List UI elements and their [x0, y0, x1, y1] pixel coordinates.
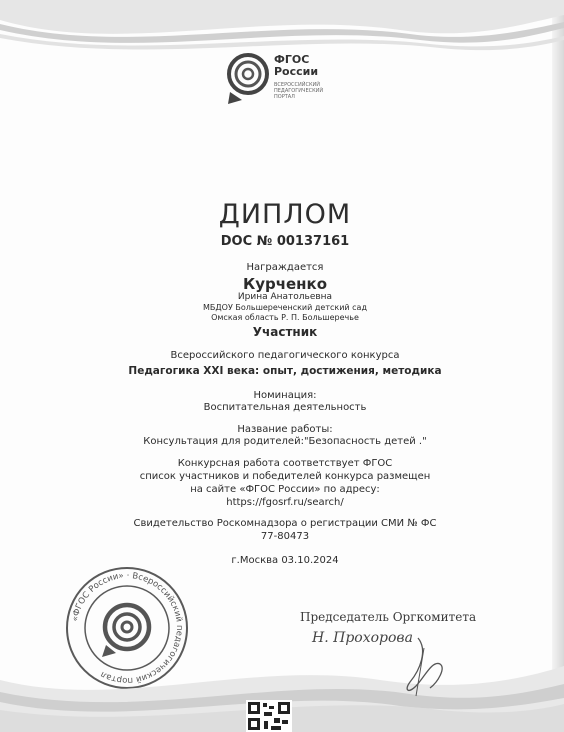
recipient-name: Ирина Анатольевна	[237, 292, 333, 302]
diploma-title: ДИПЛОМ	[218, 199, 352, 230]
signer-name: Н. Прохорова	[312, 630, 413, 646]
note-line-1: Конкурсная работа соответствует ФГОС	[177, 458, 393, 469]
logo-title-line1: ФГОС	[274, 53, 310, 66]
committee-chair-label: Председатель Оргкомитета	[300, 610, 477, 624]
recipient-organization: МБДОУ Большереченский детский сад	[203, 303, 367, 312]
nomination-value: Воспитательная деятельность	[203, 402, 367, 413]
handwritten-signature	[380, 630, 460, 700]
recipient-role: Участник	[252, 325, 318, 339]
contest-name: Педагогика XXI века: опыт, достижения, методика	[128, 365, 442, 377]
work-title-value: Консультация для родителей:"Безопасность детей ."	[143, 436, 427, 447]
logo-subtitle: ВСЕРОССИЙСКИЙ ПЕДАГОГИЧЕСКИЙ ПОРТАЛ	[274, 82, 324, 100]
nomination-label: Номинация:	[253, 390, 317, 401]
fgos-emblem-icon	[226, 50, 272, 106]
fgos-logo	[226, 50, 338, 106]
recipient-surname: Курченко	[242, 275, 328, 293]
registration-line-1: Свидетельство Роскомнадзора о регистрации СМИ № ФС	[133, 518, 437, 529]
work-title-label: Название работы:	[237, 424, 333, 435]
results-url: https://fgosrf.ru/search/	[226, 497, 344, 508]
qr-code-icon	[246, 700, 292, 732]
awarded-label: Награждается	[246, 262, 324, 273]
contest-label: Всероссийского педагогического конкурса	[170, 350, 400, 361]
note-line-2: список участников и победителей конкурса размещен	[139, 471, 431, 482]
page-edge-shadow	[552, 0, 564, 732]
issue-date: г.Москва 03.10.2024	[231, 555, 339, 566]
logo-title	[274, 54, 318, 78]
recipient-region: Омская область Р. П. Большеречье	[211, 313, 359, 322]
stamp-ring-text: «ФГОС России» · Всероссийский педагогический портал	[70, 570, 185, 686]
document-number: DOC № 00137161	[220, 234, 350, 249]
logo-title-line2: России	[274, 65, 319, 78]
note-line-3: на сайте «ФГОС России» по адресу:	[190, 484, 380, 495]
registration-line-2: 77-80473	[260, 531, 310, 542]
